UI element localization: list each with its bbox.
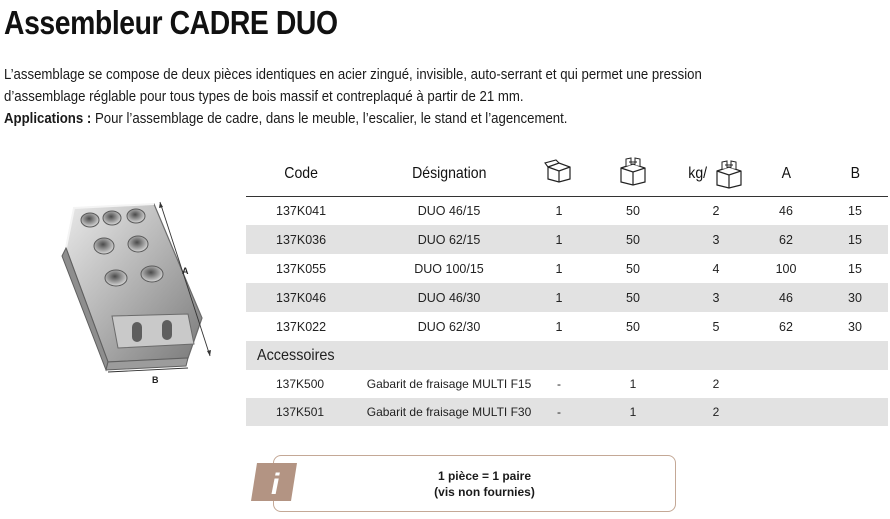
- header-b: B: [822, 152, 888, 196]
- table-row: [246, 254, 888, 283]
- applications-label: Applications :: [4, 110, 92, 127]
- cell-unit: -: [534, 398, 584, 426]
- cell-designation: Gabarit de fraisage MULTI F30: [364, 398, 534, 426]
- carton-weight-icon: [713, 159, 745, 189]
- table-row: [246, 398, 888, 426]
- product-description: [4, 64, 778, 130]
- cell-unit: -: [557, 377, 561, 391]
- cell-b: [822, 370, 888, 398]
- cell-code: 137K041: [276, 203, 327, 218]
- product-image: [56, 196, 226, 386]
- description-line-1: L’assemblage se compose de deux pièces identiques en acier zingué, invisible, auto-serrant et qui permet une pression: [4, 66, 702, 83]
- cell-kg: 2: [712, 203, 720, 218]
- cell-unit: 1: [534, 225, 584, 254]
- carton-icon: [617, 156, 649, 186]
- cell-designation: DUO 100/15: [414, 261, 484, 276]
- cell-a: 46: [779, 203, 793, 218]
- cell-a: 62: [750, 225, 822, 254]
- cell-code: 137K500: [276, 377, 325, 391]
- cell-kg: 3: [682, 225, 750, 254]
- table-row: [246, 283, 888, 312]
- cell-a: 62: [779, 319, 793, 334]
- cell-unit: 1: [534, 283, 584, 312]
- cell-b: [822, 398, 888, 426]
- dimension-a-label: A: [182, 266, 189, 276]
- cell-kg: 2: [712, 377, 720, 391]
- cell-b: 15: [822, 225, 888, 254]
- cell-b: 15: [848, 261, 862, 276]
- cell-carton: 50: [626, 261, 640, 276]
- table-header-row: [246, 152, 888, 196]
- cell-b: 15: [848, 203, 862, 218]
- cell-carton: 1: [629, 377, 637, 391]
- applications-text: Pour l’assemblage de cadre, dans le meuble, l’escalier, le stand et l’agencement.: [91, 110, 568, 127]
- info-line-1: 1 pièce = 1 paire: [437, 468, 532, 483]
- cell-a: [750, 370, 822, 398]
- table-row: [246, 196, 888, 225]
- cell-kg: 5: [712, 319, 720, 334]
- cell-kg: 2: [682, 398, 750, 426]
- table-row: [246, 225, 888, 254]
- cell-designation: DUO 62/15: [364, 225, 534, 254]
- page-title: Assembleur CADRE DUO: [4, 4, 338, 41]
- info-glyph: i: [271, 468, 280, 501]
- cell-b: 30: [822, 283, 888, 312]
- dimension-b-label: B: [152, 375, 159, 385]
- header-code: Code: [246, 152, 364, 196]
- cell-carton: 50: [584, 225, 682, 254]
- cell-kg: 4: [712, 261, 720, 276]
- cell-designation: DUO 62/30: [417, 319, 481, 334]
- header-designation: Désignation: [364, 152, 534, 196]
- cell-code: 137K055: [276, 261, 327, 276]
- cell-designation: DUO 46/30: [364, 283, 534, 312]
- table-row: [246, 312, 888, 341]
- header-carton: [584, 152, 682, 196]
- cell-a: [750, 398, 822, 426]
- box-icon: [544, 159, 574, 183]
- cell-unit: 1: [555, 319, 563, 334]
- info-icon: [249, 461, 299, 503]
- description-line-2: d’assemblage réglable pour tous types de bois massif et contreplaqué à partir de 21 mm.: [4, 88, 524, 105]
- cell-carton: 50: [626, 319, 640, 334]
- info-note: [273, 455, 676, 512]
- cell-a: 100: [775, 261, 797, 276]
- header-weight: kg/: [682, 152, 750, 196]
- cell-designation: Gabarit de fraisage MULTI F15: [366, 377, 532, 391]
- cell-unit: 1: [555, 261, 563, 276]
- cell-code: 137K036: [246, 225, 364, 254]
- cell-code: 137K022: [276, 319, 327, 334]
- applications-line: [4, 108, 778, 130]
- cell-kg: 3: [682, 283, 750, 312]
- accessories-section-row: [246, 341, 888, 370]
- cell-unit: 1: [555, 203, 563, 218]
- specification-table: [246, 152, 888, 426]
- cell-b: 30: [848, 319, 862, 334]
- cell-code: 137K046: [246, 283, 364, 312]
- header-unit: [534, 152, 584, 196]
- cell-carton: 1: [584, 398, 682, 426]
- table-row: [246, 370, 888, 398]
- cell-code: 137K501: [246, 398, 364, 426]
- info-line-2: (vis non fournies): [434, 484, 535, 499]
- header-a: A: [750, 152, 822, 196]
- cell-designation: DUO 46/15: [417, 203, 481, 218]
- cell-carton: 50: [584, 283, 682, 312]
- cell-a: 46: [750, 283, 822, 312]
- cell-carton: 50: [626, 203, 640, 218]
- accessories-heading: Accessoires: [246, 341, 888, 370]
